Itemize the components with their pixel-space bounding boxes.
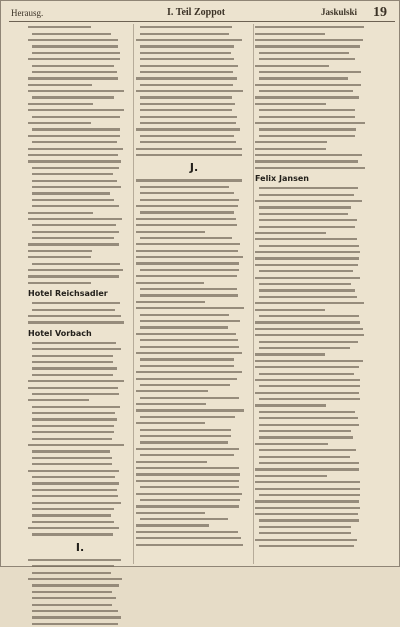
heading-letter-j: J. bbox=[189, 161, 199, 175]
entry-line bbox=[28, 280, 132, 286]
heading-hotel-vorbach: Hotel Vorbach bbox=[28, 328, 92, 338]
directory-column-2 bbox=[136, 24, 252, 548]
directory-column-1 bbox=[28, 24, 132, 627]
header-rule bbox=[9, 21, 395, 22]
entry-line bbox=[28, 531, 132, 537]
page-header bbox=[9, 6, 395, 20]
page-number: 19 bbox=[373, 5, 387, 20]
entry-line bbox=[136, 541, 252, 547]
entry-line bbox=[28, 621, 132, 627]
header-left-text: Herausg. bbox=[11, 8, 44, 18]
heading-felix-jansen: Felix Jansen bbox=[255, 173, 309, 183]
heading-letter-i: I. bbox=[75, 540, 85, 554]
header-right-text: Jaskulski bbox=[321, 7, 358, 17]
column-divider bbox=[133, 24, 134, 564]
entry-line bbox=[255, 165, 373, 171]
directory-column-3 bbox=[255, 24, 373, 549]
heading-hotel-reichsadler: Hotel Reichsadler bbox=[28, 289, 108, 299]
header-center-title: I. Teil Zoppot bbox=[167, 7, 226, 18]
column-divider bbox=[253, 24, 254, 564]
entry-line bbox=[28, 319, 132, 325]
entry-line bbox=[255, 543, 373, 549]
entry-line bbox=[136, 152, 252, 158]
